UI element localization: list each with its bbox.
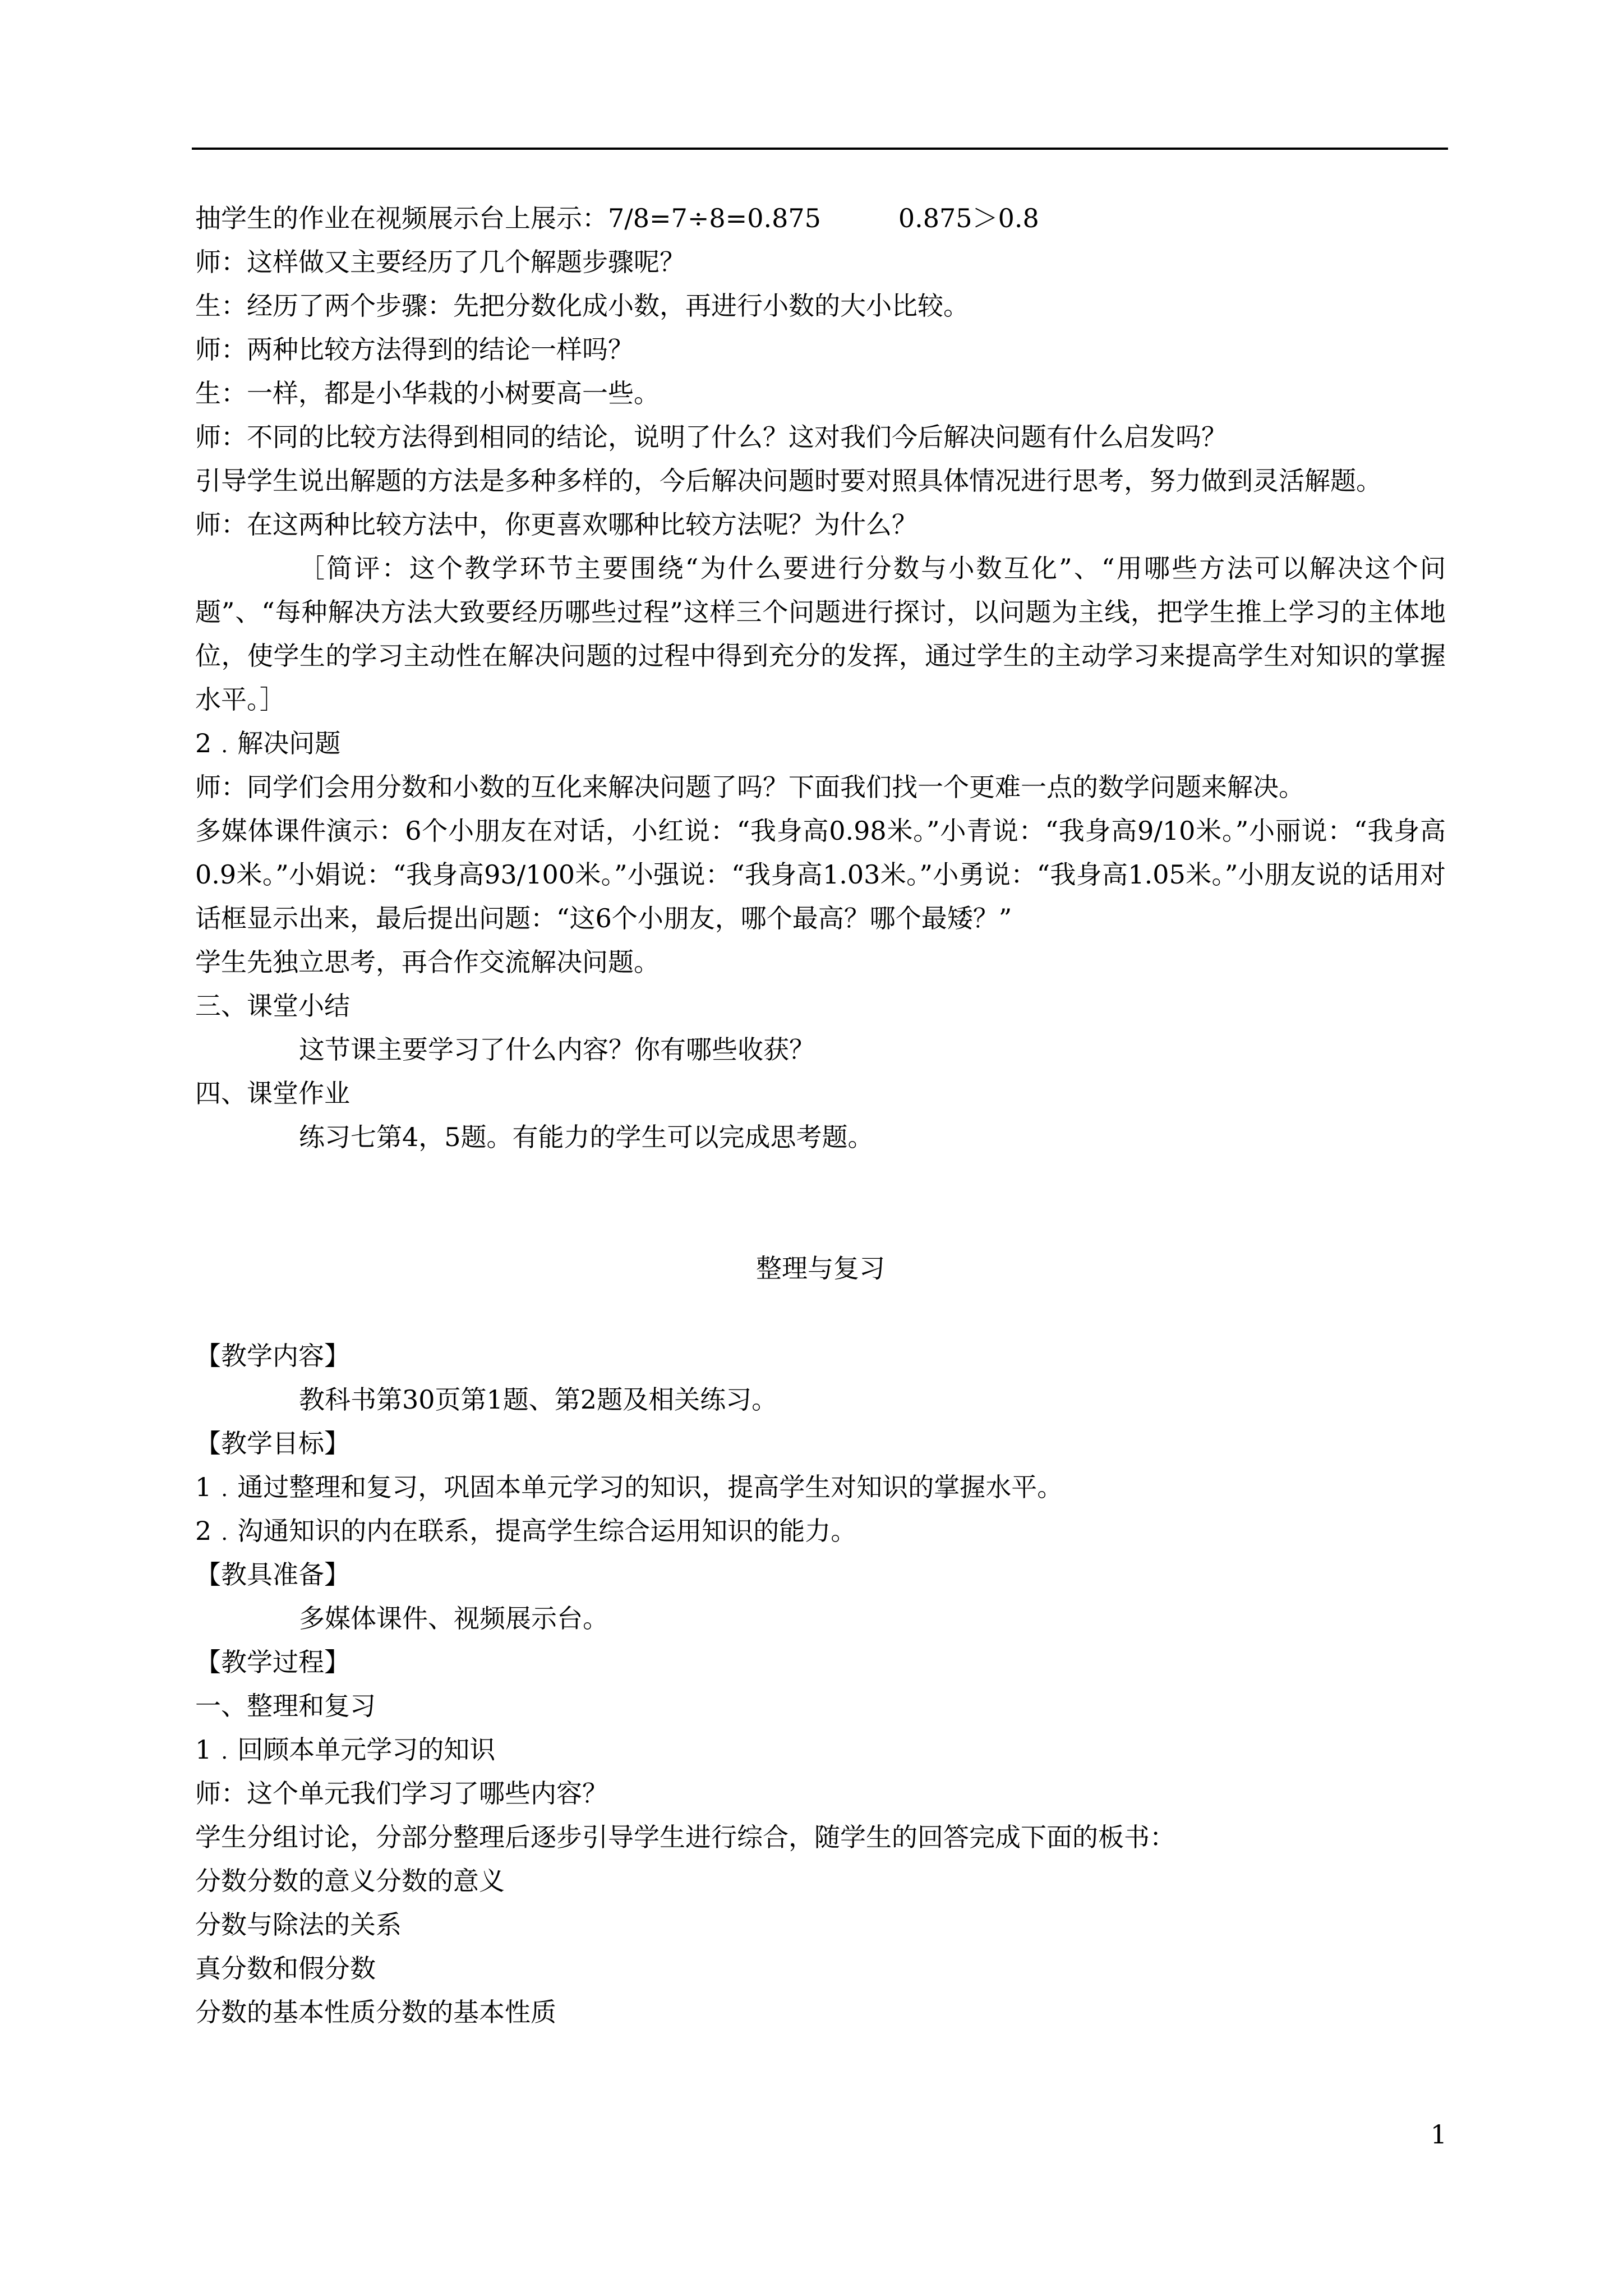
spacer [195,1290,1446,1334]
section-heading: 【教学内容】 [195,1341,350,1371]
text-line: 这节课主要学习了什么内容？你有哪些收获？ [299,1034,815,1065]
text-line: 抽学生的作业在视频展示台上展示：7/8=7÷8=0.875 0.875＞0.8 [195,203,1039,233]
text-line: 师：这样做又主要经历了几个解题步骤呢？ [195,247,685,277]
text-line: 师：在这两种比较方法中，你更喜欢哪种比较方法呢？为什么？ [195,509,917,540]
text-line: 分数与除法的关系 [195,1910,402,1940]
subheading: 1﹒回顾本单元学习的知识 [195,1734,496,1765]
text-line: 真分数和假分数 [195,1953,376,1984]
text-line: 多媒体课件、视频展示台。 [299,1603,608,1634]
text-line: 学生分组讨论，分部分整理后逐步引导学生进行综合，随学生的回答完成下面的板书： [195,1822,1175,1852]
text-line: 分数的基本性质分数的基本性质 [195,1997,556,2027]
text-paragraph: 引导学生说出解题的方法是多种多样的，今后解决问题时要对照具体情况进行思考，努力做到灵活解题。 [195,466,1382,496]
text-line: 学生先独立思考，再合作交流解决问题。 [195,947,660,977]
section-heading: 【教学目标】 [195,1428,350,1458]
section-heading: 四、课堂作业 [195,1078,350,1108]
text-line: 教科书第30页第1题、第2题及相关练习。 [299,1384,778,1415]
section-heading: 三、课堂小结 [195,991,350,1021]
text-paragraph: 多媒体课件演示：6个小朋友在对话，小红说：“我身高0.98米。”小青说：“我身高9/10米。”小丽说：“我身高0.9米。”小娟说：“我身高93/100米。”小强说：“我身高1.03米。”小勇说：“我身高1.05米。”小朋友说的话用对话框显示出来，最后提出问题：“这6个小朋友，哪个最高？哪个最矮？” [195,816,1446,933]
spacer [195,1159,1446,1246]
text-line: 师：这个单元我们学习了哪些内容？ [195,1778,608,1809]
text-line: 练习七第4，5题。有能力的学生可以完成思考题。 [299,1122,874,1152]
text-line: 师：两种比较方法得到的结论一样吗？ [195,334,634,365]
header-rule [192,148,1448,150]
text-line: 师：同学们会用分数和小数的互化来解决问题了吗？下面我们找一个更难一点的数学问题来解决。 [195,772,1304,802]
document-body [195,196,1446,2034]
section-heading: 【教具准备】 [195,1559,350,1590]
text-line: 生：一样，都是小华栽的小树要高一些。 [195,378,660,408]
page-number: 1 [1430,2119,1447,2150]
text-line: 分数分数的意义分数的意义 [195,1866,505,1896]
comment-paragraph: ［简评：这个教学环节主要围绕“为什么要进行分数与小数互化”、“用哪些方法可以解决这个问题”、“每种解决方法大致要经历哪些过程”这样三个问题进行探讨，以问题为主线，把学生推上学习的主体地位，使学生的学习主动性在解决问题的过程中得到充分的发挥，通过学生的主动学习来提高学生对知识的掌握水平。］ [195,553,1446,715]
text-line: 1﹒通过整理和复习，巩固本单元学习的知识，提高学生对知识的掌握水平。 [195,1472,1063,1502]
text-line: 师：不同的比较方法得到相同的结论，说明了什么？这对我们今后解决问题有什么启发吗？ [195,422,1227,452]
subheading: 2﹒解决问题 [195,728,341,758]
section-heading: 一、整理和复习 [195,1691,376,1721]
text-line: 2﹒沟通知识的内在联系，提高学生综合运用知识的能力。 [195,1516,857,1546]
lesson-title: 整理与复习 [756,1253,885,1283]
text-line: 生：经历了两个步骤：先把分数化成小数，再进行小数的大小比较。 [195,291,969,321]
section-heading: 【教学过程】 [195,1647,350,1677]
